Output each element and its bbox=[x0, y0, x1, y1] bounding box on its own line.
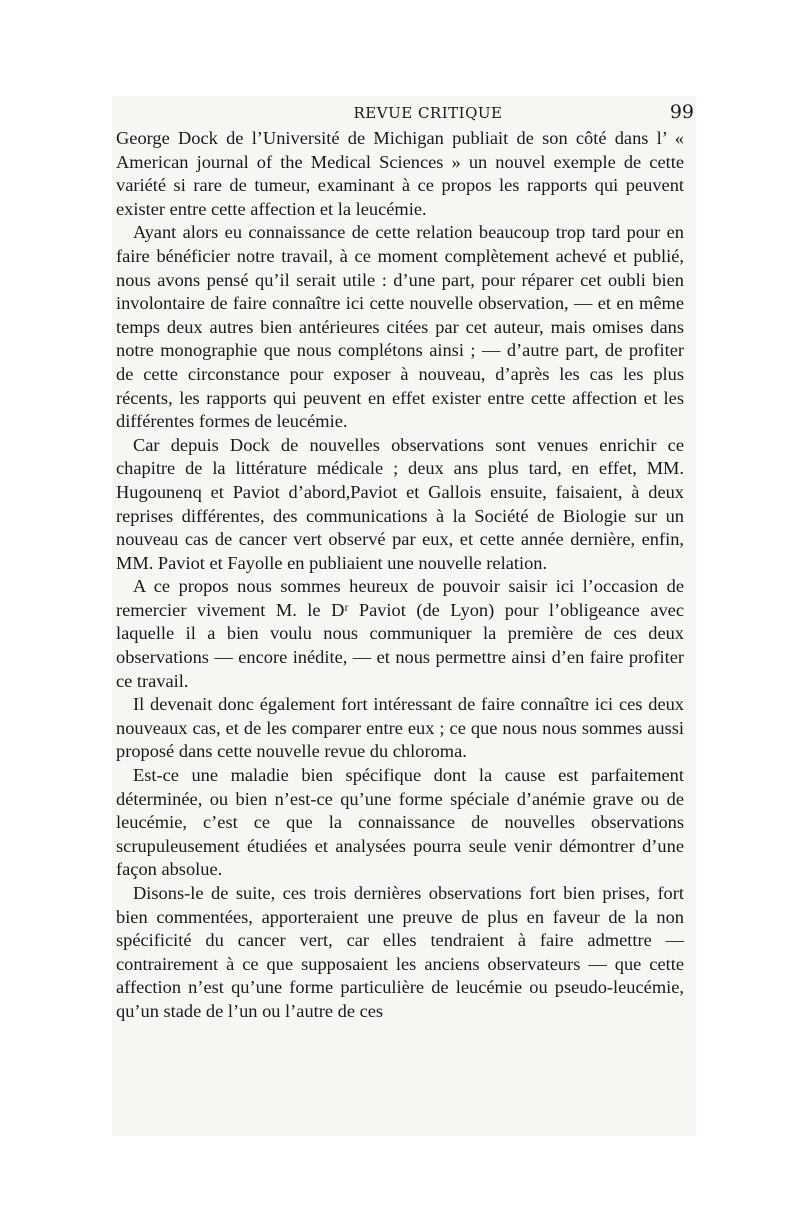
paragraph-1: George Dock de l’Université de Michigan publiait de son côté dans l’ « American journal of the Medical Sciences » un nouvel exemple de cette variété si rare de tumeur, examinant à ce propos les rapports qui peuvent exister entre cette affection et la leucémie. bbox=[116, 128, 684, 219]
running-head bbox=[116, 101, 694, 125]
page-number: 99 bbox=[669, 101, 694, 123]
body-text bbox=[116, 127, 684, 1024]
paragraph-7: Disons-le de suite, ces trois dernières observations fort bien prises, fort bien commentées, apporteraient une preuve de plus en faveur de la non spécificité du cancer vert, car elles tendraient à faire admettre — contrairement à ce que supposaient les anciens observateurs — que cette affection n’est qu’une forme particulière de leucémie ou pseudo-leucémie, qu’un stade de l’un ou l’autre de ces bbox=[116, 883, 684, 1021]
paragraph-5: Il devenait donc également fort intéressant de faire connaître ici ces deux nouveaux cas, et de les comparer entre eux ; ce que nous nous sommes aussi proposé dans cette nouvelle revue du chloroma. bbox=[116, 694, 684, 762]
running-title: REVUE CRITIQUE bbox=[353, 104, 503, 122]
paragraph-3: Car depuis Dock de nouvelles observations sont venues enrichir ce chapitre de la littérature médicale ; deux ans plus tard, en effet, MM. Hugounenq et Paviot d’abord,Paviot et Gallois ensuite, faisaient, à deux reprises différentes, des communications à la Société de Biologie sur un nouveau cas de cancer vert observé par eux, et cette année dernière, enfin, MM. Paviot et Fayolle en publiaient une nouvelle relation. bbox=[116, 434, 684, 573]
paragraph-4: A ce propos nous sommes heureux de pouvoir saisir ici l’occasion de remercier vivement M. le Dʳ Paviot (de Lyon) pour l’obligeance avec laquelle il a bien voulu nous communiquer la première de ces deux observations — encore inédite, — et nous permettre ainsi d’en faire profiter ce travail. bbox=[116, 576, 684, 691]
paragraph-2: Ayant alors eu connaissance de cette relation beaucoup trop tard pour en faire bénéficier notre travail, à ce moment complètement achevé et publié, nous avons pensé qu’il serait utile : d’une part, pour réparer cet oubli bien involontaire de faire connaître ici cette nouvelle observation, — et en même temps deux autres bien antérieures citées par cet auteur, mais omises dans notre monographie que nous complétons ainsi ; — d’autre part, de profiter de cette circonstance pour exposer à nouveau, d’après les cas les plus récents, les rapports qui peuvent en effet exister entre cette affection et les différentes formes de leucémie. bbox=[116, 222, 684, 432]
paragraph-6: Est-ce une maladie bien spécifique dont la cause est parfaitement déterminée, ou bien n’est-ce qu’une forme spéciale d’anémie grave ou de leucémie, c’est ce que la connaissance de nouvelles observations scrupuleusement étudiées et analysées pourra seule venir démontrer d’une façon absolue. bbox=[116, 765, 684, 880]
